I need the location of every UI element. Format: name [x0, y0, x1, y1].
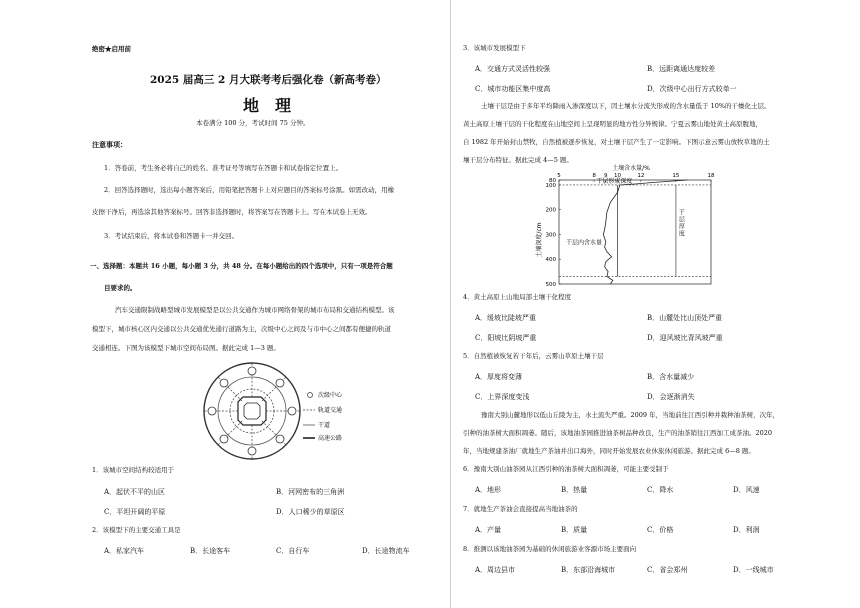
x-tick-label: 18: [707, 173, 715, 179]
notice-item-1: 1．答卷前，考生务必将自己的姓名、准考证号等填写在答题卡和试卷指定位置上。: [104, 164, 343, 172]
question-6: 6．豫南大别山油茶园从江西引种的油茶树大面积凋萎，可能主要受制于: [463, 465, 669, 473]
passage-3-line-2: 引种的油茶树大面积凋萎。随后，该地油茶园推进油茶树品种改良，生产的油茶销往江西加工成茶油。2020: [463, 429, 773, 437]
notice-item-2: 2．回答选择题时，选出每小题答案后，用铅笔把答题卡上对应题目的答案标号涂黑。如需改动，用橡: [104, 186, 395, 194]
passage-2-line-4: 壤干层分布特征。据此完成 4—5 题。: [463, 156, 573, 164]
thickness-label: [679, 210, 685, 238]
q7-option-a[interactable]: A．产量: [475, 526, 502, 534]
x-tick-label: 12: [637, 173, 645, 179]
q3-option-c[interactable]: C．城市功能区集中度高: [475, 85, 551, 93]
passage-1-line-2: 模型下，城市核心区内交通以公共交通优先通行道路为主，次级中心之间及与市中心之间都有便捷的轨道: [92, 325, 391, 333]
x-tick-label: 10: [613, 173, 621, 179]
q1-option-d[interactable]: D．人口稀少的草原区: [276, 508, 345, 516]
question-5: 5．自然植被恢复若干年后，云雾山草原土壤干层: [463, 352, 604, 360]
x-tick-label: 9: [604, 173, 608, 179]
legend-trunk-road: 干道: [318, 422, 331, 429]
q4-option-b[interactable]: B．山麓处比山顶处严重: [647, 314, 723, 322]
thickness-label-char: 厚: [678, 223, 685, 231]
q7-option-d[interactable]: D．利润: [733, 526, 760, 534]
question-2: 2．该模型下的主要交通工具是: [92, 526, 181, 534]
y-tick-label: 200: [545, 207, 556, 214]
subject-title: 地 理: [243, 96, 292, 115]
q5-option-c[interactable]: C．上界深度变浅: [475, 393, 530, 401]
q3-option-b[interactable]: B．远距离通达度较差: [647, 65, 716, 73]
soil-moisture-chart: [531, 162, 731, 288]
legend-sub-center: 次级中心: [318, 392, 343, 399]
q8-option-c[interactable]: C．省会郑州: [647, 566, 688, 574]
passage-3-line-1: 豫南大别山麓地形以低山丘陵为主，水土流失严重。2009 年，当地前往江西引种并栽种油茶树，次年，: [481, 411, 780, 419]
chart-y-axis-label: 土壤深度/cm: [536, 222, 543, 258]
x-tick-label: 15: [672, 173, 680, 179]
question-3: 3．该城市发展模型下: [463, 44, 526, 52]
q5-option-b[interactable]: B．含水量减少: [647, 373, 695, 381]
q6-option-d[interactable]: D．风速: [733, 486, 760, 494]
y-tick-label: 100: [545, 182, 556, 189]
passage-2-line-1: 土壤干层是由于多年平均降雨入渗深度以下，因土壤水分流失形成的含水量低于 10%的干燥化土层。: [481, 102, 771, 110]
score-note: 本卷满分 100 分，考试时间 75 分钟。: [196, 119, 310, 127]
q4-option-a[interactable]: A．缓坡比陡坡严重: [475, 314, 537, 322]
thickness-label-char: 层: [678, 216, 685, 224]
x-tick-label: 8: [592, 173, 596, 179]
y-tick-label: 80: [549, 178, 556, 184]
y-tick-label: 300: [545, 232, 556, 239]
passage-1-line-1: 汽车交通限制战略型城市发展模型是以公共交通作为城市网络骨架的城市布局和交通结构模型。该: [115, 306, 395, 314]
secret-label: 绝密★启用前: [92, 45, 131, 53]
passage-2-line-3: 自 1982 年开始封山禁牧，自然植被逐步恢复，对土壤干层产生了一定影响。下图示意云雾山放牧草地的土: [463, 138, 770, 146]
thickness-label-char: 度: [678, 230, 685, 238]
q2-option-b[interactable]: B．长途客车: [190, 547, 231, 555]
q7-option-b[interactable]: B．质量: [561, 526, 588, 534]
q3-option-a[interactable]: A．交通方式灵活性较强: [475, 65, 551, 73]
q4-option-d[interactable]: D．迎风坡比背风坡严重: [647, 334, 723, 342]
section-heading-cont: 目要求的。: [104, 284, 137, 292]
soil-moisture-curve: [603, 180, 687, 284]
right-column: [451, 0, 860, 608]
legend-rail: 轨道交通: [318, 407, 343, 414]
question-7: 7．就地生产茶油会直接提高当地油茶的: [463, 505, 578, 513]
q8-option-a[interactable]: A．周边县市: [475, 566, 516, 574]
q4-option-c[interactable]: C．阳坡比阴坡严重: [475, 334, 537, 342]
q3-option-d[interactable]: D．次级中心出行方式较单一: [647, 85, 737, 93]
thickness-label-char: 干: [678, 209, 685, 217]
inner-moisture-label: 干层内含水量: [566, 239, 603, 247]
chart-plot-frame: [559, 180, 711, 284]
x-tick-label: 5: [557, 173, 561, 179]
exam-title: 2025 届高三 2 月大联考考后强化卷（新高考卷）: [150, 74, 387, 86]
q2-option-a[interactable]: A．私家汽车: [104, 547, 145, 555]
notice-item-3: 3．考试结束后，将本试卷和答题卡一并交回。: [104, 232, 239, 240]
diagram-legend: [303, 391, 343, 442]
y-tick-label: 400: [545, 257, 556, 264]
city-layout-diagram: [198, 356, 358, 466]
q1-option-c[interactable]: C．平坦开阔的平原: [104, 508, 166, 516]
q6-option-c[interactable]: C．降水: [647, 486, 674, 494]
q5-option-d[interactable]: D．会逐渐消失: [647, 393, 695, 401]
notice-item-2-cont: 皮擦干净后，再选涂其他答案标号。回答非选择题时，将答案写在答题卡上。写在本试卷上无效。: [92, 208, 372, 216]
q6-option-b[interactable]: B．热量: [561, 486, 588, 494]
passage-1-line-3: 交通相连。下图为该模型下城市空间布局图。据此完成 1—3 题。: [92, 344, 280, 352]
chart-top-axis-label: 土壤含水量/%: [612, 165, 650, 172]
q5-option-a[interactable]: A．厚度将变薄: [475, 373, 523, 381]
passage-3-line-3: 年，当地规建茶油厂就地生产茶油并出口海外，同时开始发展农业休旅休闲旅游。据此完成 6—8 题。: [463, 447, 755, 455]
notice-title: 注意事项：: [92, 140, 127, 149]
q7-option-c[interactable]: C．价格: [647, 526, 674, 534]
q1-option-a[interactable]: A．起伏不平的山区: [104, 488, 166, 496]
q2-option-c[interactable]: C．自行车: [276, 547, 310, 555]
legend-highway: 高速公路: [318, 435, 343, 442]
passage-2-line-2: 黄土高原上壤干层的干化程度在山地空间上呈现明显的地方性分异规律。宁夏云雾山地处黄土高原腹地，: [463, 120, 762, 128]
depth-label: 干层形成深度: [596, 177, 633, 185]
question-1: 1．该城市空间结构较适用于: [92, 466, 175, 474]
q1-option-b[interactable]: B．河网密布的三角洲: [276, 488, 345, 496]
question-8: 8．推测以该地油茶园为基础的休闲旅游业客源市场主要面向: [463, 545, 637, 553]
y-tick-label: 500: [545, 282, 556, 288]
q8-option-b[interactable]: B．东部沿海城市: [561, 566, 616, 574]
section-heading: 一、选择题：本题共 16 小题，每小题 3 分，共 48 分。在每小题给出的四个选项中，只有一项是符合题: [90, 262, 393, 270]
q2-option-d[interactable]: D．长途物流车: [362, 547, 410, 555]
question-4: 4．黄土高原上山地局部土壤干化程度: [463, 293, 572, 301]
q8-option-d[interactable]: D．一线城市: [733, 566, 774, 574]
chart-x-ticks: [557, 173, 715, 182]
q6-option-a[interactable]: A．地形: [475, 486, 502, 494]
